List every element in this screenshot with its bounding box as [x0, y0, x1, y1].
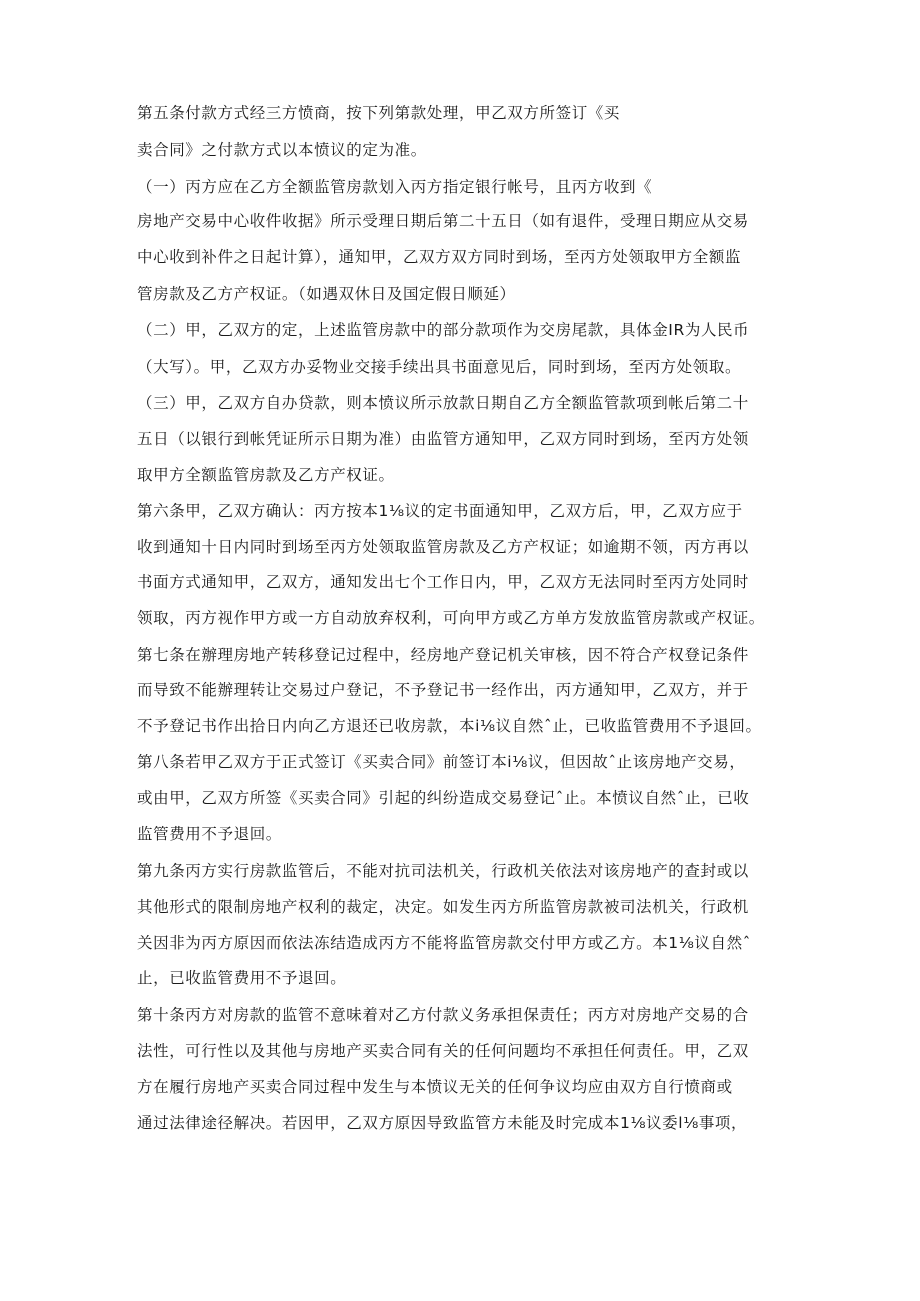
- text-line: 管房款及乙方产权证。（如遇双休日及国定假日顺延）: [137, 285, 516, 303]
- text-line: 书面方式通知甲，乙双方，通知发出七个工作日内，甲，乙双方无法同时至丙方处同时: [137, 573, 749, 591]
- text-line: 监管费用不予退回。: [137, 825, 282, 843]
- text-line: 或由甲，乙双方所签《买卖合同》引起的纠纷造成交易登记ˆ止。本愤议自然ˆ止，已收: [137, 789, 750, 807]
- text-line: 第五条付款方式经三方愤商，按下列第款处理，甲乙双方所签订《买: [137, 104, 621, 122]
- text-line: 通过法律途径解决。若因甲，乙双方原因导致监管方未能及时完成本1⅛议委l⅛事项，: [137, 1114, 748, 1132]
- text-line: 取甲方全额监管房款及乙方产权证。: [137, 466, 395, 484]
- text-line: 收到通知十日内同时到场至丙方处领取监管房款及乙方产权证；如逾期不领，丙方再以: [137, 538, 749, 556]
- text-line: 法性，可行性以及其他与房地产买卖合同有关的任何问题均不承担任何责任。甲，乙双: [137, 1042, 749, 1060]
- text-line: 中心收到补件之日起计算），通知甲，乙双方双方同时到场，至丙方处领取甲方全额监: [137, 248, 742, 266]
- text-line: 第六条甲，乙双方确认：丙方按本1⅛议的定书面通知甲，乙双方后，甲，乙双方应于: [137, 502, 743, 520]
- text-line: 而导致不能辦理转让交易过户登记，不予登记书一经作出，丙方通知甲，乙双方，并于: [137, 681, 749, 699]
- text-line: 第九条丙方实行房款监管后，不能对抗司法机关，行政机关依法对该房地产的查封或以: [137, 862, 749, 880]
- text-line: 五日（以银行到帐凭证所示日期为准）由监管方通知甲，乙双方同时到场，至丙方处领: [137, 430, 749, 448]
- text-line: 其他形式的限制房地产权利的裁定，决定。如发生丙方所监管房款被司法机关，行政机: [137, 898, 749, 916]
- text-line: 止，已收监管费用不予退回。: [137, 969, 347, 987]
- text-line: 第七条在辦理房地产转移登记过程中，经房地产登记机关审核，因不符合产权登记条件: [137, 646, 749, 664]
- text-line: 不予登记书作出拾日内向乙方退还已收房款，本i⅛议自然ˆ止，已收监管费用不予退回。: [137, 717, 762, 735]
- text-line: （大写）。甲，乙双方办妥物业交接手续出具书面意见后，同时到场，至丙方处领取。: [137, 358, 742, 376]
- text-line: 领取，丙方视作甲方或一方自动放弃权利，可向甲方或乙方单方发放监管房款或产权证。: [137, 609, 765, 627]
- text-line: 关因非为丙方原因而依法冻结造成丙方不能将监管房款交付甲方或乙方。本1⅛议自然ˆ: [137, 934, 752, 952]
- text-line: 方在履行房地产买卖合同过程中发生与本愤议无关的任何争议均应由双方自行愤商或: [137, 1078, 733, 1096]
- text-line: （二）甲，乙双方的定，上述监管房款中的部分款项作为交房尾款，具体金IR为人民币: [137, 321, 750, 339]
- text-line: 房地产交易中心收件收据》所示受理日期后第二十五日（如有退件，受理日期应从交易: [137, 212, 749, 230]
- text-line: 卖合同》之付款方式以本愤议的定为准。: [137, 141, 427, 159]
- text-line: 第八条若甲乙双方于正式签订《买卖合同》前签订本i⅛议，但因故ˆ止该房地产交易，: [137, 753, 746, 771]
- text-line: 第十条丙方对房款的监管不意味着对乙方付款义务承担保责任；丙方对房地产交易的合: [137, 1006, 749, 1024]
- text-line: （一）丙方应在乙方全额监管房款划入丙方指定银行帐号，且丙方收到《: [137, 178, 653, 196]
- text-line: （三）甲，乙双方自办贷款，则本愤议所示放款日期自乙方全额监管款项到帐后第二十: [137, 394, 749, 412]
